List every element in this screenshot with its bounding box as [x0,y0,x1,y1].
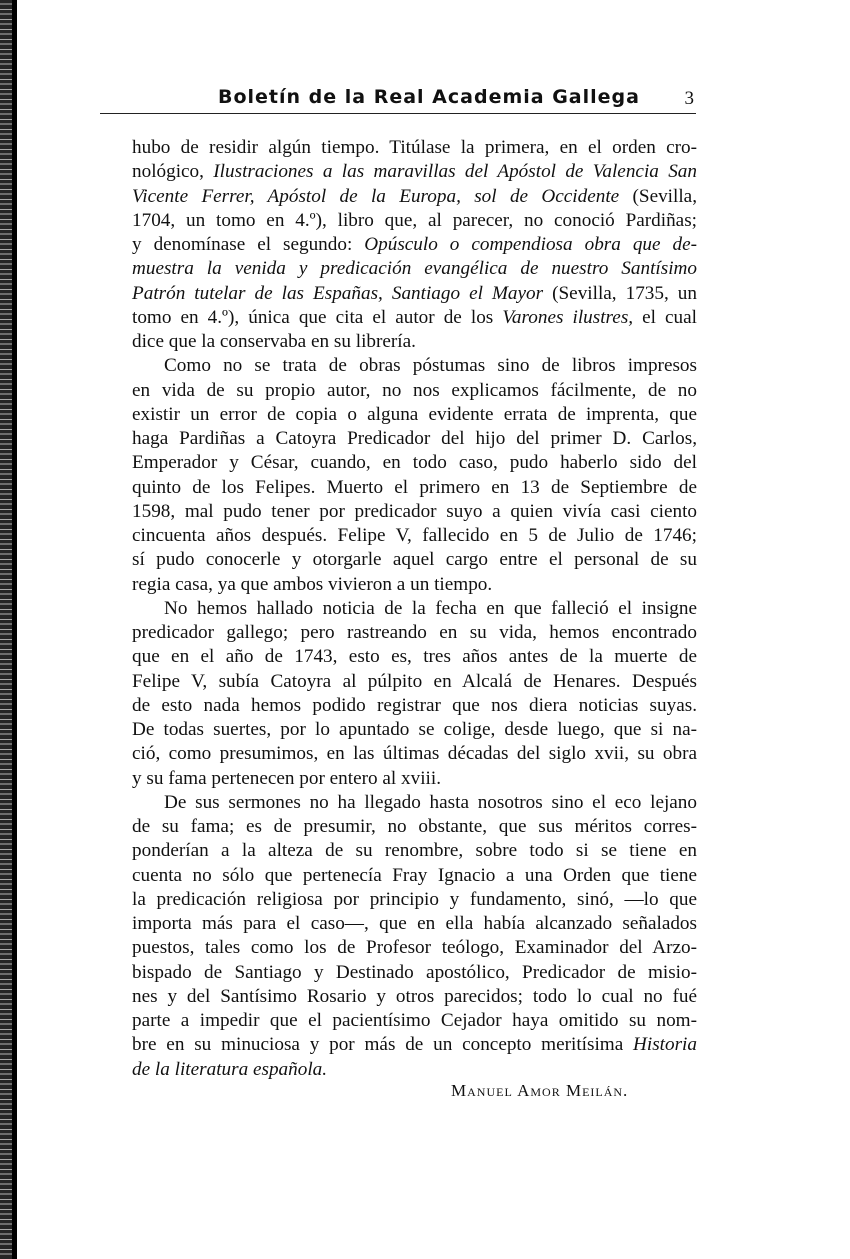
text-line [132,500,697,524]
text-segment: y denomínase el segundo: [132,234,365,255]
text-segment: nes y del Santísimo Rosario y otros parecidos; todo lo cual no fué [132,985,697,1007]
text-segment: dice que la conservaba en su librería. [132,331,416,352]
text-line [132,742,697,766]
text-line [132,621,697,645]
paragraph [132,791,697,1082]
text-segment: bispado de Santiago y Destinado apostólico, Predicador de misio- [132,961,697,983]
text-line [132,257,697,281]
text-line [132,961,697,985]
text-segment: Felipe V, subía Catoyra al púlpito en Alcalá de Henares. Después [132,670,697,692]
text-line [132,936,697,960]
page-header [100,86,698,114]
text-line [132,573,697,597]
paragraph [132,597,697,791]
italic-title-text: Opúsculo o compendiosa obra que de- [364,234,698,255]
text-segment: (Sevilla, 1735, un [543,282,697,304]
text-segment: sí pudo conocerle y otorgarle aquel cargo entre el personal de su [132,549,697,571]
text-segment: importa más para el caso—, que en ella había alcanzado señalados [132,913,697,934]
paragraph [132,136,697,354]
text-line [132,379,697,403]
header-rule [100,113,696,114]
text-segment: (Sevilla, [619,185,697,207]
text-line [132,427,697,451]
text-line [132,912,697,936]
text-line [132,1009,697,1033]
running-title: Boletín de la Real Academia Gallega [218,86,640,108]
text-line [132,354,697,378]
paragraph [132,354,697,597]
text-segment: haga Pardiñas a Catoyra Predicador del hijo del primer D. Carlos, [132,428,697,449]
text-line [132,209,697,233]
text-segment: cuenta no sólo que pertenecía Fray Ignacio a una Orden que tiene [132,864,697,886]
italic-title-text: muestra la venida y predicación evangélica de nuestro Santísimo [132,258,697,280]
text-line [132,282,697,306]
text-segment: hubo de residir algún tiempo. Titúlase la primera, en el orden cro- [132,137,697,158]
italic-title-text: de la literatura española. [132,1058,328,1080]
page-number: 3 [684,88,694,109]
text-line [132,718,697,742]
text-line [132,524,697,548]
text-segment: el cual [633,306,698,328]
text-segment: predicador gallego; pero rastreando en su vida, hemos encontrado [132,622,697,643]
text-line [132,839,697,863]
text-segment: Emperador y César, cuando, en todo caso, pudo haberlo sido del [132,452,697,474]
text-line [132,185,697,209]
text-line [132,645,697,669]
text-segment: ponderían a la alteza de su renombre, sobre todo si se tiene en [132,840,697,862]
text-line [132,888,697,912]
italic-title-text: Ilustraciones a las maravillas del Apóstol de Valencia San [213,161,697,183]
italic-title-text: Historia [633,1034,697,1056]
text-segment: en vida de su propio autor, no nos explicamos fácilmente, de no [132,379,697,401]
text-segment: 1704, un tomo en 4.º), libro que, al parecer, no conoció Pardiñas; [132,209,697,231]
text-line [132,136,697,160]
text-segment: puestos, tales como los de Profesor teólogo, Examinador del Arzo- [132,937,697,959]
text-segment: No hemos hallado noticia de la fecha en que falleció el insigne [164,597,697,619]
text-segment: la predicación religiosa por principio y fundamento, sinó, —lo que [132,888,697,910]
text-segment: quinto de los Felipes. Muerto el primero en 13 de Septiembre de [132,476,697,498]
text-line [132,1058,697,1082]
text-line [132,403,697,427]
text-segment: regia casa, ya que ambos vivieron a un tiempo. [132,573,493,595]
text-segment: de su fama; es de presumir, no obstante, que sus méritos corres- [132,816,697,837]
italic-title-text: Vicente Ferrer, Apóstol de la Europa, sol de Occidente [132,185,620,207]
text-segment: que en el año de 1743, esto es, tres años antes de la muerte de [132,646,697,668]
text-line [132,985,697,1009]
text-line [132,451,697,475]
text-line [132,1033,697,1057]
italic-title-text: Varones ilustres, [502,306,634,328]
text-segment: parte a impedir que el pacientísimo Cejador haya omitido su nom- [132,1010,697,1031]
text-line [132,306,697,330]
scan-binding-shadow [12,0,17,1259]
text-line [132,233,697,257]
text-line [132,791,697,815]
text-line [132,476,697,500]
text-segment: cincuenta años después. Felipe V, fallecido en 5 de Julio de 1746; [132,525,697,546]
text-segment: De sus sermones no ha llegado hasta nosotros sino el eco lejano [164,791,697,813]
text-line [132,864,697,888]
text-line [132,160,697,184]
text-segment: bre en su minuciosa y por más de un concepto meritísima [132,1034,634,1056]
text-line [132,548,697,572]
text-line [132,767,697,791]
text-line [132,694,697,718]
text-line [132,815,697,839]
italic-title-text: Patrón tutelar de las Españas, Santiago el Mayor [132,282,544,304]
text-segment: Como no se trata de obras póstumas sino de libros impresos [164,355,697,377]
text-segment: De todas suertes, por lo apuntado se colige, desde luego, que si na- [132,719,697,740]
text-line [132,330,697,354]
body-text [132,136,697,1082]
text-line [132,670,697,694]
text-segment: existir un error de copia o alguna evidente errata de imprenta, que [132,403,697,425]
text-segment: de esto nada hemos podido registrar que nos diera noticias suyas. [132,694,697,716]
text-segment: 1598, mal pudo tener por predicador suyo a quien vivía casi ciento [132,500,697,522]
text-segment: y su fama pertenecen por entero al xviii. [132,767,442,789]
author-signature: Manuel Amor Meilán. [451,1081,629,1100]
text-segment: nológico, [132,161,214,183]
text-line [132,597,697,621]
text-segment: ció, como presumimos, en las últimas décadas del siglo xvii, su obra [132,743,697,765]
text-segment: tomo en 4.º), única que cita el autor de los [132,306,503,328]
